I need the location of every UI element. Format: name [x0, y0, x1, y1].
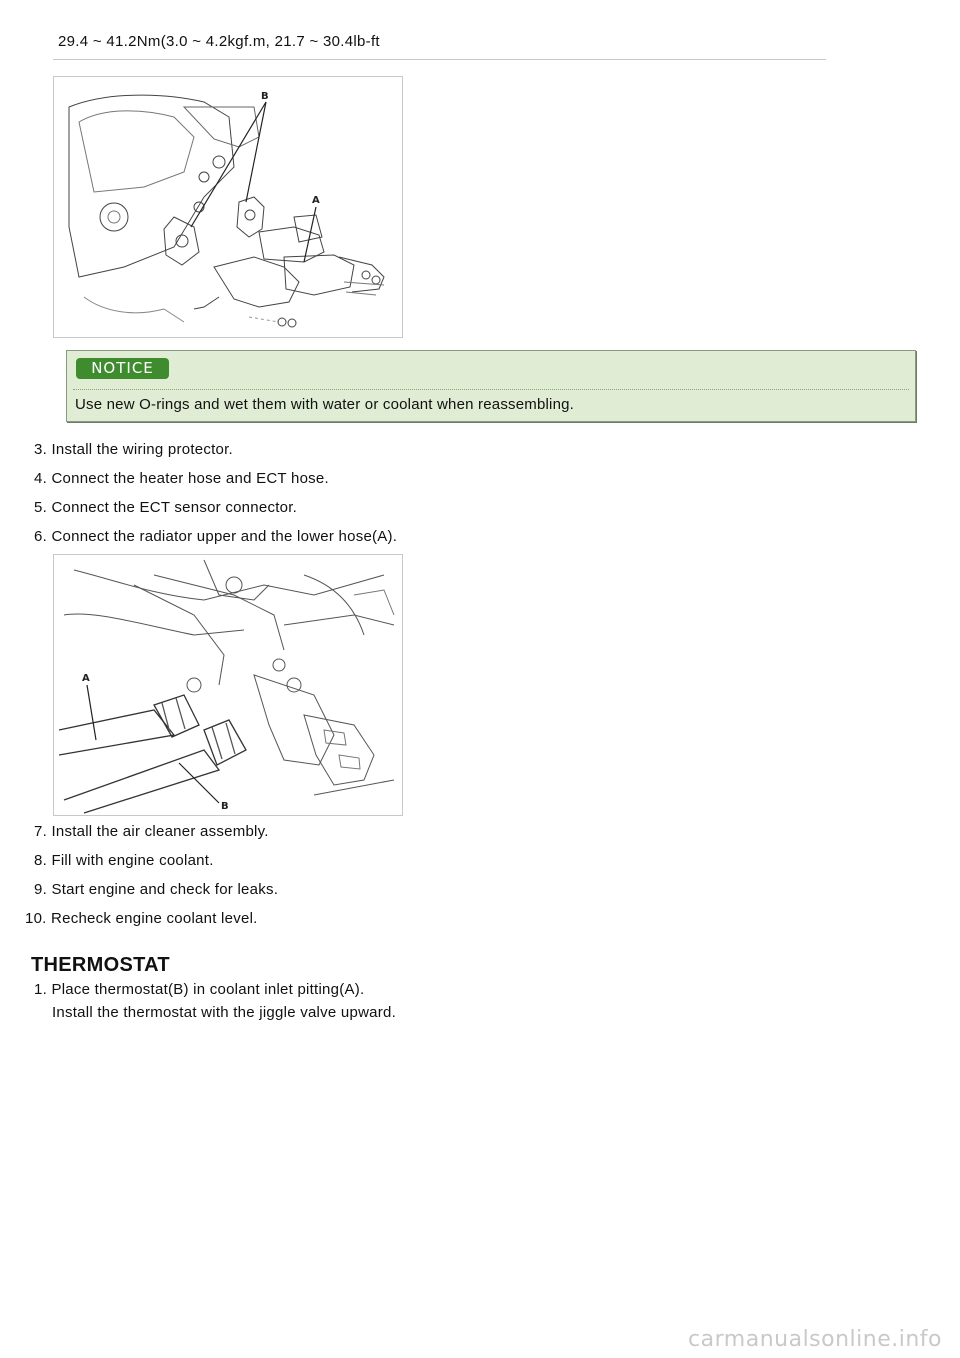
section-heading-thermostat: THERMOSTAT — [31, 954, 170, 976]
step-number: 7. — [34, 823, 48, 840]
step-10 — [25, 910, 258, 927]
figure-thermostat-housing — [53, 76, 403, 338]
notice-badge: NOTICE — [76, 358, 169, 379]
thermostat-step-1-note: Install the thermostat with the jiggle valve upward. — [52, 1004, 397, 1021]
step-number: 10. — [25, 910, 47, 927]
step-4 — [34, 470, 329, 487]
step-number: 8. — [34, 852, 48, 869]
watermark: carmanualsonline.info — [688, 1327, 942, 1352]
step-7 — [34, 823, 269, 840]
notice-box — [66, 350, 916, 422]
step-6 — [34, 528, 397, 545]
callout-label-a: A — [82, 673, 90, 684]
step-number: 6. — [34, 528, 48, 545]
callout-label-a: A — [312, 195, 320, 206]
step-text: Recheck engine coolant level. — [51, 910, 258, 927]
notice-text: Use new O-rings and wet them with water or coolant when reassembling. — [75, 396, 575, 413]
notice-divider — [73, 389, 909, 390]
step-text: Fill with engine coolant. — [51, 852, 214, 869]
step-text: Install the air cleaner assembly. — [51, 823, 269, 840]
figure-radiator-hoses — [53, 554, 403, 816]
step-text: Install the wiring protector. — [51, 441, 233, 458]
step-text: Start engine and check for leaks. — [51, 881, 279, 898]
divider — [53, 59, 826, 60]
step-number: 9. — [34, 881, 48, 898]
step-3 — [34, 441, 233, 458]
step-5 — [34, 499, 297, 516]
thermostat-step-1 — [34, 981, 364, 998]
step-text: Connect the ECT sensor connector. — [51, 499, 298, 516]
step-9 — [34, 881, 278, 898]
engine-illustration-1 — [54, 77, 402, 337]
step-number: 5. — [34, 499, 48, 516]
step-text: Place thermostat(B) in coolant inlet pitting(A). — [51, 981, 365, 998]
step-number: 4. — [34, 470, 48, 487]
callout-label-b: B — [221, 801, 229, 812]
step-number: 3. — [34, 441, 48, 458]
step-number: 1. — [34, 981, 48, 998]
step-text: Connect the heater hose and ECT hose. — [51, 470, 329, 487]
callout-label-b: B — [261, 91, 269, 102]
step-text: Connect the radiator upper and the lower hose(A). — [51, 528, 398, 545]
engine-illustration-2 — [54, 555, 402, 815]
torque-spec: 29.4 ~ 41.2Nm(3.0 ~ 4.2kgf.m, 21.7 ~ 30.4lb-ft — [58, 33, 380, 50]
step-8 — [34, 852, 214, 869]
